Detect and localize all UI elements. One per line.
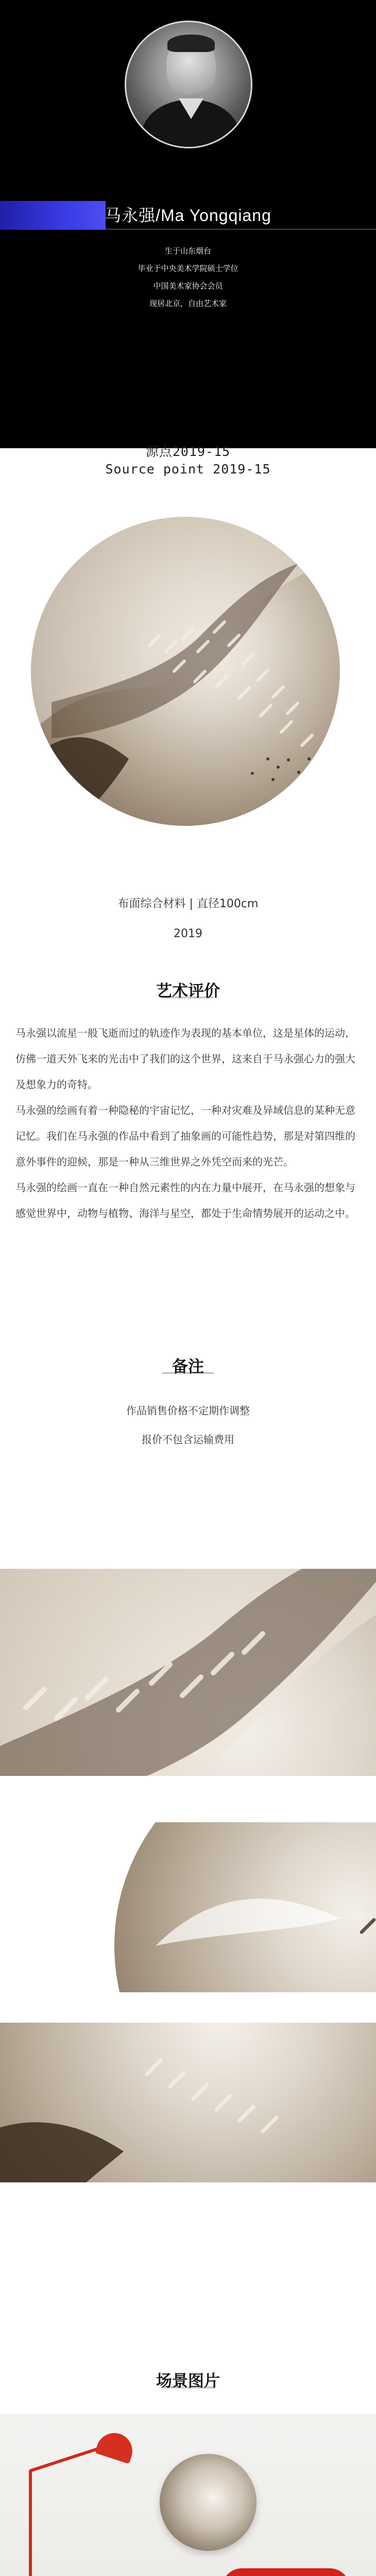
detail-texture	[114, 1822, 376, 1992]
detail-texture	[0, 1569, 376, 1776]
portrait-hair	[167, 35, 215, 52]
review-heading-label: 艺术评价	[156, 982, 220, 1001]
notes-list	[0, 1396, 376, 1454]
artwork-year: 2019	[174, 927, 202, 940]
artist-name-bar	[0, 201, 376, 230]
wall-artwork	[160, 2454, 257, 2551]
red-sofa	[221, 2568, 350, 2576]
bio-line: 生于山东烟台	[164, 246, 211, 256]
floor-lamp	[29, 2470, 32, 2576]
review-paragraph: 马永强以流星一般飞逝而过的轨迹作为表现的基本单位，这是星体的运动，仿佛一道天外飞来的光击中了我们的这个世界，这来自于马永强心力的强大及想象力的奇特。	[15, 1027, 355, 1091]
artwork-title	[0, 443, 376, 478]
review-paragraph: 马永强的绘画一直在一种自然元素性的内在力量中展开，在马永强的想象与感觉世界中，动物与植物、海洋与星空，都处于生命情势展开的运动之中。	[15, 1181, 355, 1219]
review-paragraph: 马永强的绘画有着一种隐秘的宇宙记忆，一种对灾难及异域信息的某种无意记忆。我们在马永强的作品中看到了抽象画的可能性趋势，那是对第四维的意外事件的迎候，那是一种从三维世界之外凭空而来的光芒。	[15, 1104, 355, 1168]
artwork-image	[31, 517, 340, 826]
artist-portrait	[125, 21, 252, 148]
bio-line: 现居北京，自由艺术家	[149, 299, 227, 308]
artwork-medium-size: 布面综合材料 | 直径100cm	[117, 897, 259, 910]
detail-artwork	[0, 1569, 376, 1776]
artwork-title-en: Source point 2019-15	[105, 462, 271, 477]
note-item: 作品销售价格不定期作调整	[126, 1404, 250, 1417]
notes-heading-label: 备注	[172, 1358, 204, 1376]
artwork-texture	[31, 517, 340, 826]
review-text	[15, 1020, 361, 1226]
bio-line: 中国美术家协会会员	[153, 281, 223, 291]
detail-texture	[0, 2023, 376, 2182]
note-item: 报价不包含运输费用	[142, 1433, 234, 1446]
artist-name: 马永强/Ma Yongqiang	[105, 206, 271, 225]
artist-header	[0, 0, 376, 448]
detail-crop-2	[114, 1822, 376, 1992]
scene-heading	[0, 2367, 376, 2392]
artist-bio	[0, 242, 376, 312]
bio-line: 毕业于中央美术学院硕士学位	[138, 264, 238, 273]
lamp-arm	[29, 2446, 104, 2472]
detail-artwork	[114, 1822, 376, 1992]
detail-crop-1	[0, 1569, 376, 1776]
notes-heading	[0, 1352, 376, 1378]
detail-artwork	[0, 2023, 376, 2182]
lamp-shade	[95, 2428, 137, 2464]
scene-heading-label: 场景图片	[156, 2372, 220, 2391]
review-heading	[0, 977, 376, 1002]
artwork-title-cn: 源点2019-15	[145, 444, 231, 459]
scene-image	[0, 2414, 376, 2576]
detail-crop-3	[0, 2023, 376, 2182]
